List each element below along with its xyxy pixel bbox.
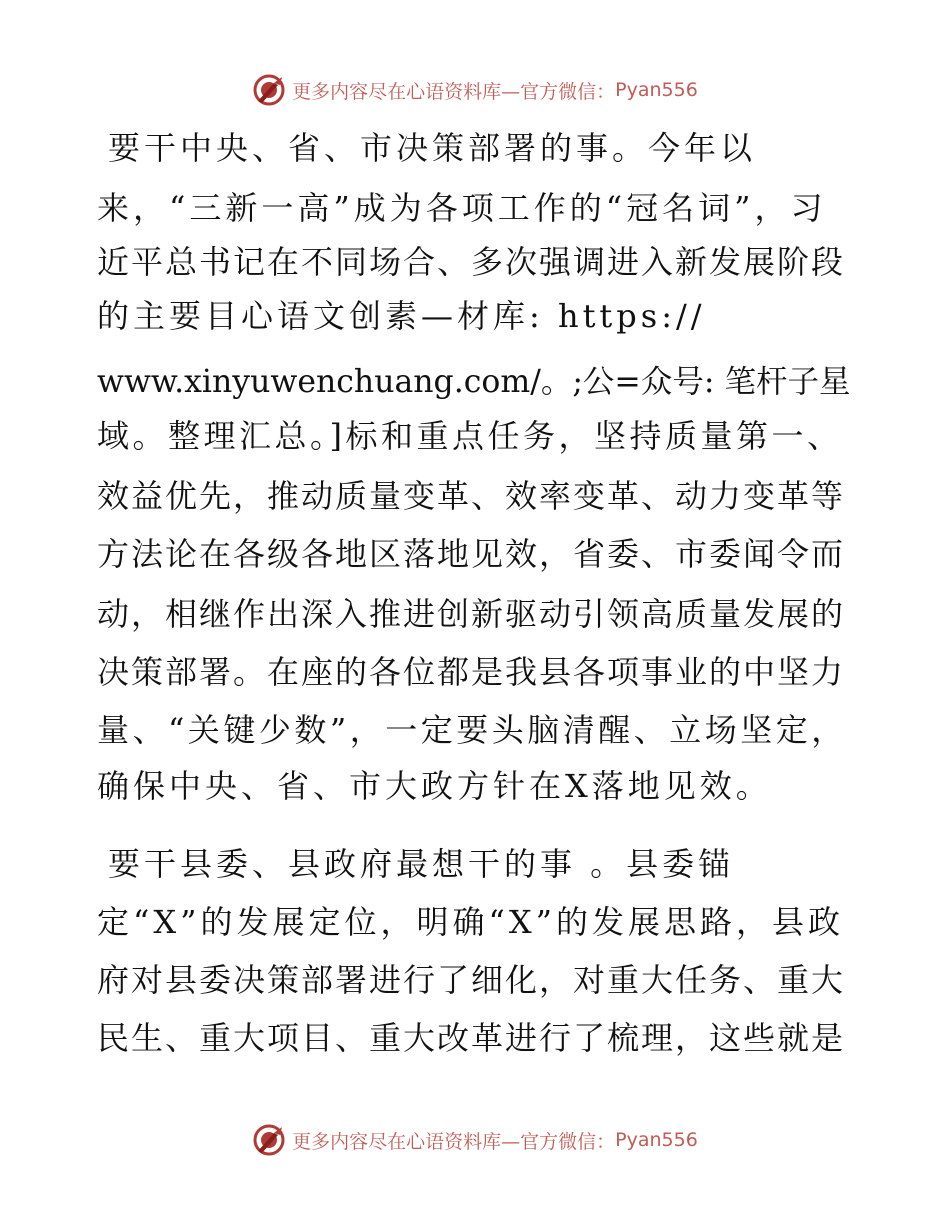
text-line: 量、“关键少数”，一定要头脑清醒、立场坚定， [97, 711, 847, 749]
text-line: 要干县委、县政府最想干的事 。县委锚 [108, 845, 735, 883]
text-line: 方法论在各级各地区落地见效，省委、市委闻令而 [97, 535, 846, 573]
watermark-text: 更多内容尽在心语资料库—官方微信： [292, 1130, 616, 1153]
pen-seal-icon [252, 73, 286, 107]
header-watermark [0, 70, 950, 110]
text-line: 动，相继作出深入推进创新驱动引领高质量发展的 [97, 595, 846, 633]
watermark-text: 更多内容尽在心语资料库—官方微信： [292, 80, 616, 103]
watermark-wechat-id: Pyan556 [615, 79, 698, 101]
footer-watermark [0, 1120, 950, 1160]
text-line: 确保中央、省、市大政方针在X落地见效。 [97, 767, 772, 805]
text-line: www.xinyuwenchuang.com/。;公=众号: 笔杆子星 [97, 364, 851, 400]
text-line: 定“X”的发展定位，明确“X”的发展思路，县政 [97, 903, 845, 941]
text-line: 要干中央、省、市决策部署的事。今年以 [108, 129, 757, 167]
text-line: 的主要目心语文创素—材库: https:// [97, 297, 706, 335]
text-line: 来，“三新一高”成为各项工作的“冠名词”，习 [97, 189, 827, 227]
watermark-wechat-id: Pyan556 [615, 1129, 698, 1151]
text-line: 域。整理汇总。]标和重点任务，坚持质量第一、 [97, 417, 843, 455]
text-line: 民生、重大项目、重大改革进行了梳理，这些就是 [97, 1019, 846, 1057]
text-line: 决策部署。在座的各位都是我县各项事业的中坚力 [97, 653, 846, 691]
text-line: 府对县委决策部署进行了细化，对重大任务、重大 [97, 961, 846, 999]
text-line: 效益优先，推动质量变革、效率变革、动力变革等 [97, 477, 846, 515]
text-line: 近平总书记在不同场合、多次强调进入新发展阶段 [97, 243, 846, 281]
pen-seal-icon [252, 1123, 286, 1157]
